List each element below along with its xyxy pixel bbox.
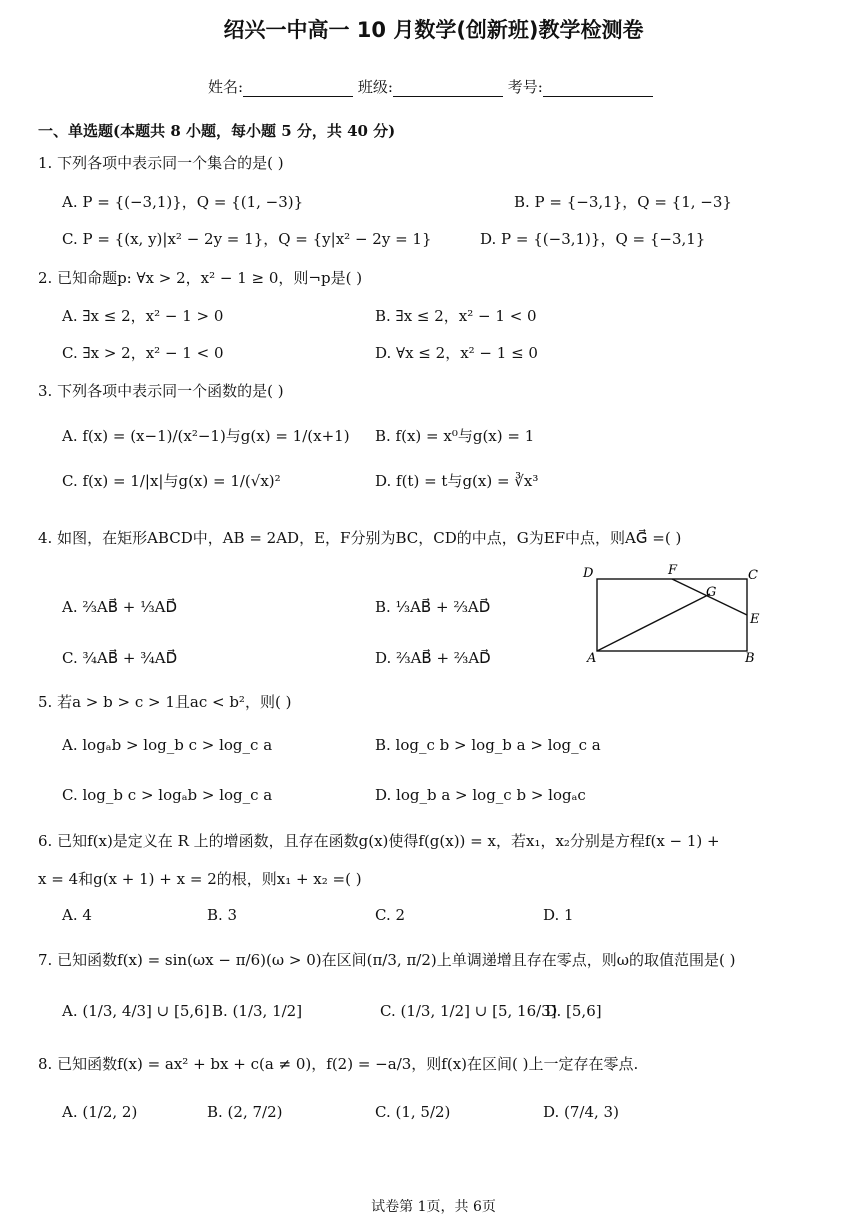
q5-option-b: B. log_c b > log_b a > log_c a xyxy=(375,736,601,754)
q4-stem: 4. 如图，在矩形ABCD中，AB = 2AD，E，F分别为BC，CD的中点，G为EF中点，则AG⃗ =( ) xyxy=(38,529,682,547)
q3-option-d: D. f(t) = t与g(x) = ∛x³ xyxy=(375,472,539,490)
label-b: B xyxy=(745,651,755,666)
page-footer: 试卷第 1页，共 6页 xyxy=(371,1199,496,1215)
q3-stem: 3. 下列各项中表示同一个函数的是( ) xyxy=(38,382,284,400)
q4-option-b: B. ⅓AB⃗ + ⅔AD⃗ xyxy=(375,598,491,616)
label-g: G xyxy=(706,585,717,600)
q6-stem-line1: 6. 已知f(x)是定义在 R 上的增函数，且存在函数g(x)使得f(g(x)) = x，若x₁，x₂分别是方程f(x − 1) + xyxy=(38,832,720,850)
q2-stem: 2. 已知命题p: ∀x > 2，x² − 1 ≥ 0，则¬p是( ) xyxy=(38,269,363,287)
q1-option-a: A. P = {(−3,1)}，Q = {(1, −3)} xyxy=(62,193,304,211)
name-label: 姓名: xyxy=(208,78,244,96)
q7-option-a: A. (1/3, 4/3] ∪ [5,6] xyxy=(62,1002,210,1020)
q6-option-a: A. 4 xyxy=(62,906,92,924)
label-a: A xyxy=(587,651,597,666)
q7-option-b: B. (1/3, 1/2] xyxy=(212,1002,303,1020)
q8-option-c: C. (1, 5/2) xyxy=(375,1103,451,1121)
id-blank[interactable] xyxy=(543,81,653,97)
q2-option-d: D. ∀x ≤ 2，x² − 1 ≤ 0 xyxy=(375,344,538,362)
q3-option-b: B. f(x) = x⁰与g(x) = 1 xyxy=(375,427,535,445)
q8-option-b: B. (2, 7/2) xyxy=(207,1103,283,1121)
class-label: 班级: xyxy=(357,78,393,96)
q1-option-d: D. P = {(−3,1)}，Q = {−3,1} xyxy=(480,230,706,248)
q2-option-c: C. ∃x > 2，x² − 1 < 0 xyxy=(62,344,224,362)
student-info xyxy=(208,76,653,97)
class-blank[interactable] xyxy=(393,81,503,97)
q7-option-c: C. (1/3, 1/2] ∪ [5, 16/3] xyxy=(380,1002,557,1020)
q6-option-b: B. 3 xyxy=(207,906,238,924)
q3-option-c: C. f(x) = 1/|x|与g(x) = 1/(√x)² xyxy=(62,472,281,490)
q2-option-a: A. ∃x ≤ 2，x² − 1 > 0 xyxy=(62,307,224,325)
name-blank[interactable] xyxy=(243,81,353,97)
q5-option-a: A. logₐb > log_b c > log_c a xyxy=(62,736,273,754)
label-f: F xyxy=(668,563,678,578)
id-label: 考号: xyxy=(507,78,543,96)
q4-option-a: A. ⅔AB⃗ + ⅓AD⃗ xyxy=(62,598,178,616)
q7-option-d: D. [5,6] xyxy=(545,1002,602,1020)
q5-stem: 5. 若a > b > c > 1且ac < b²，则( ) xyxy=(38,693,292,711)
q8-stem: 8. 已知函数f(x) = ax² + bx + c(a ≠ 0)，f(2) = −a/3，则f(x)在区间( )上一定存在零点. xyxy=(38,1055,639,1073)
q8-option-a: A. (1/2, 2) xyxy=(62,1103,138,1121)
segment-ag xyxy=(597,594,710,651)
q5-option-d: D. log_b a > log_c b > logₐc xyxy=(375,786,586,804)
q3-option-a: A. f(x) = (x−1)/(x²−1)与g(x) = 1/(x+1) xyxy=(62,427,350,445)
q6-stem-line2: x = 4和g(x + 1) + x = 2的根，则x₁ + x₂ =( ) xyxy=(38,870,362,888)
label-d: D xyxy=(583,566,594,581)
q8-option-d: D. (7/4, 3) xyxy=(543,1103,619,1121)
q7-stem: 7. 已知函数f(x) = sin(ωx − π/6)(ω > 0)在区间(π/3, π/2)上单调递增且存在零点，则ω的取值范围是( ) xyxy=(38,951,736,969)
q4-option-d: D. ⅔AB⃗ + ⅔AD⃗ xyxy=(375,649,491,667)
q2-option-b: B. ∃x ≤ 2，x² − 1 < 0 xyxy=(375,307,537,325)
label-e: E xyxy=(750,612,760,627)
rectangle-figure xyxy=(580,562,770,670)
q6-option-d: D. 1 xyxy=(543,906,574,924)
label-c: C xyxy=(748,568,758,583)
q1-stem: 1. 下列各项中表示同一个集合的是( ) xyxy=(38,154,284,172)
section-heading: 一、单选题(本题共 8 小题，每小题 5 分，共 40 分) xyxy=(38,122,396,140)
q1-option-c: C. P = {(x, y)|x² − 2y = 1}，Q = {y|x² − 2y = 1} xyxy=(62,230,432,248)
exam-title: 绍兴一中高一 10 月数学(创新班)教学检测卷 xyxy=(223,18,644,42)
q6-option-c: C. 2 xyxy=(375,906,406,924)
q5-option-c: C. log_b c > logₐb > log_c a xyxy=(62,786,273,804)
q4-option-c: C. ¾AB⃗ + ¾AD⃗ xyxy=(62,649,178,667)
q1-option-b: B. P = {−3,1}，Q = {1, −3} xyxy=(514,193,732,211)
